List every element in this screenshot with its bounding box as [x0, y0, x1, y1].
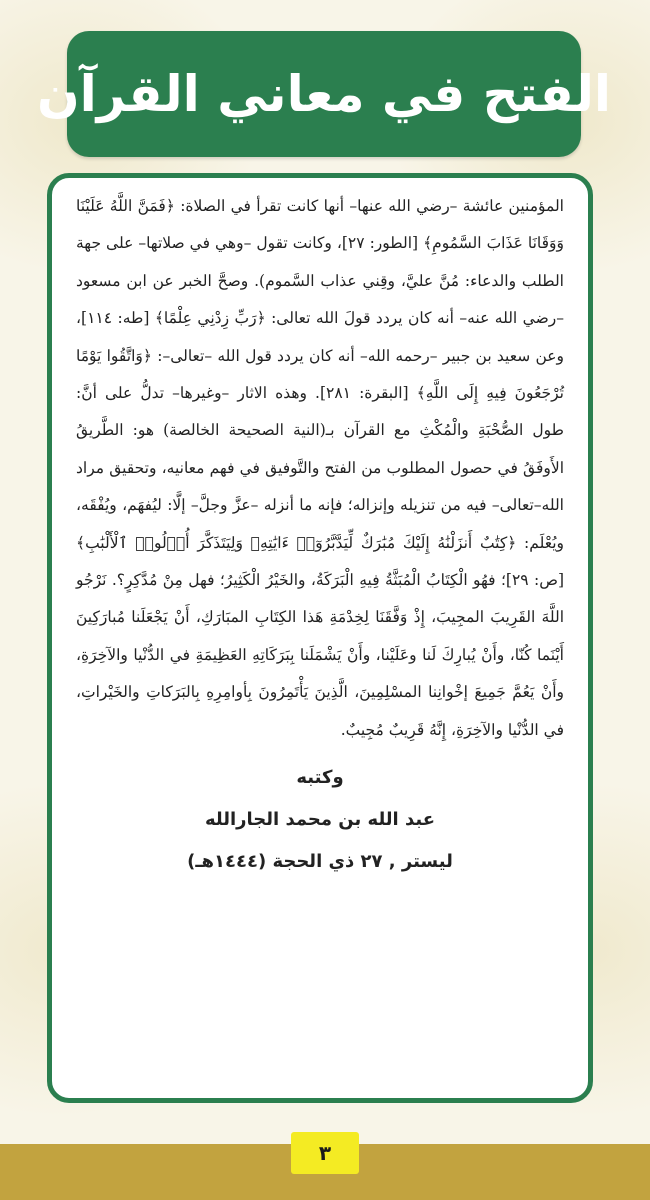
- title-banner: [36, 31, 612, 157]
- content-card: [47, 173, 593, 1103]
- signature-author: عبد الله بن محمد الجارالله: [204, 809, 436, 831]
- signature-place-date: ليستر , ٢٧ ذي الحجة (١٤٤٤هـ): [187, 851, 453, 873]
- page-number: ٣: [291, 1132, 359, 1174]
- signature-written-by: وكتبه: [296, 767, 344, 789]
- page-title: الفتح في معاني القرآن: [36, 65, 612, 123]
- signature-block: [76, 757, 564, 883]
- body-paragraph: المؤمنين عائشة –رضي الله عنها– أنها كانت تقرأ في الصلاة: ﴿فَمَنَّ اللَّهُ عَلَيْنَا وَوَقَانَا عَذَابَ السَّمُومِ﴾ [الطور: ٢٧]، وكانت تقول –وهي في صلاتها– على جهة الطلب والدعاء: مُنَّ عليَّ، وقِني عذاب السَّموم). وصحَّ الخبر عن ابن مسعود –رضي الله عنه– أنه كان يردد قولَ الله تعالى: ﴿رَبِّ زِدْنِي عِلْمًا﴾ [طه: ١١٤]، وعن سعيد بن جبير –رحمه الله– أنه كان يردد قول الله –تعالى–: ﴿وَاتَّقُوا يَوْمًا تُرْجَعُونَ فِيهِ إِلَى اللَّهِ﴾ [البقرة: ٢٨١]. وهذه الاثار –وغيرها– تدلُّ على أنَّ: طول الصُّحْبَةِ والْمُكْثِ مع القرآن بـ(النية الصحيحة الخالصة) هو: الطَّريقُ الأَوفَقُ في حصول المطلوب من الفتح والتَّوفيق في فهم معانيه، وتحقيق مراد الله–تعالى– فيه من تنزيله وإنزاله؛ فإنه ما أنزله –عزَّ وجلَّ– إلَّا: ليُفهَم، ويُفْقَه، ويُعْلَم: ﴿كِتَٰبٌ أَنزَلْنَٰهُ إِلَيْكَ مُبَٰرَكٌ لِّيَدَّبَّرُوٓا۟ ءَايَٰتِهِۦ وَلِيَتَذَكَّرَ أُو۟لُوا۟ ٱلْأَلْبَٰبِ﴾ [ص: ٢٩]؛ فهُو الْكِتَابُ الْمُبَثَّةُ فِيهِ الْبَرَكَةُ، والخَيْرُ الْكَثِيرُ؛ فهل مِنْ مُدَّكِرٍ؟. نَرْجُو اللَّهَ القَرِيبَ المجِيبَ، إِذْ وَفَّقَنَا لِخِدْمَةِ هَذا الكِتَابِ المبَارَكِ، أَنْ يَجْعَلَنا مُبارَكِينَ أَيْنَما كُنّا، وأَنْ يُبارِكَ لَنا وعَلَيْنا، وأَنْ يَشْمَلَنا بِبَرَكَاتِهِ العَظِيمَةِ في الدُّنْيا والآخِرَةِ، وأَنْ يَعُمَّ جَمِيعَ إخْوانِنا المسْلِمِينَ، الَّذِينَ يَأْتَمِرُونَ بِأوامِرِهِ بِالبَرَكاتِ والخَيْراتِ، في الدُّنْيا والآخِرَةِ، إِنَّهُ قَرِيبٌ مُجِيبٌ.: [76, 197, 565, 739]
